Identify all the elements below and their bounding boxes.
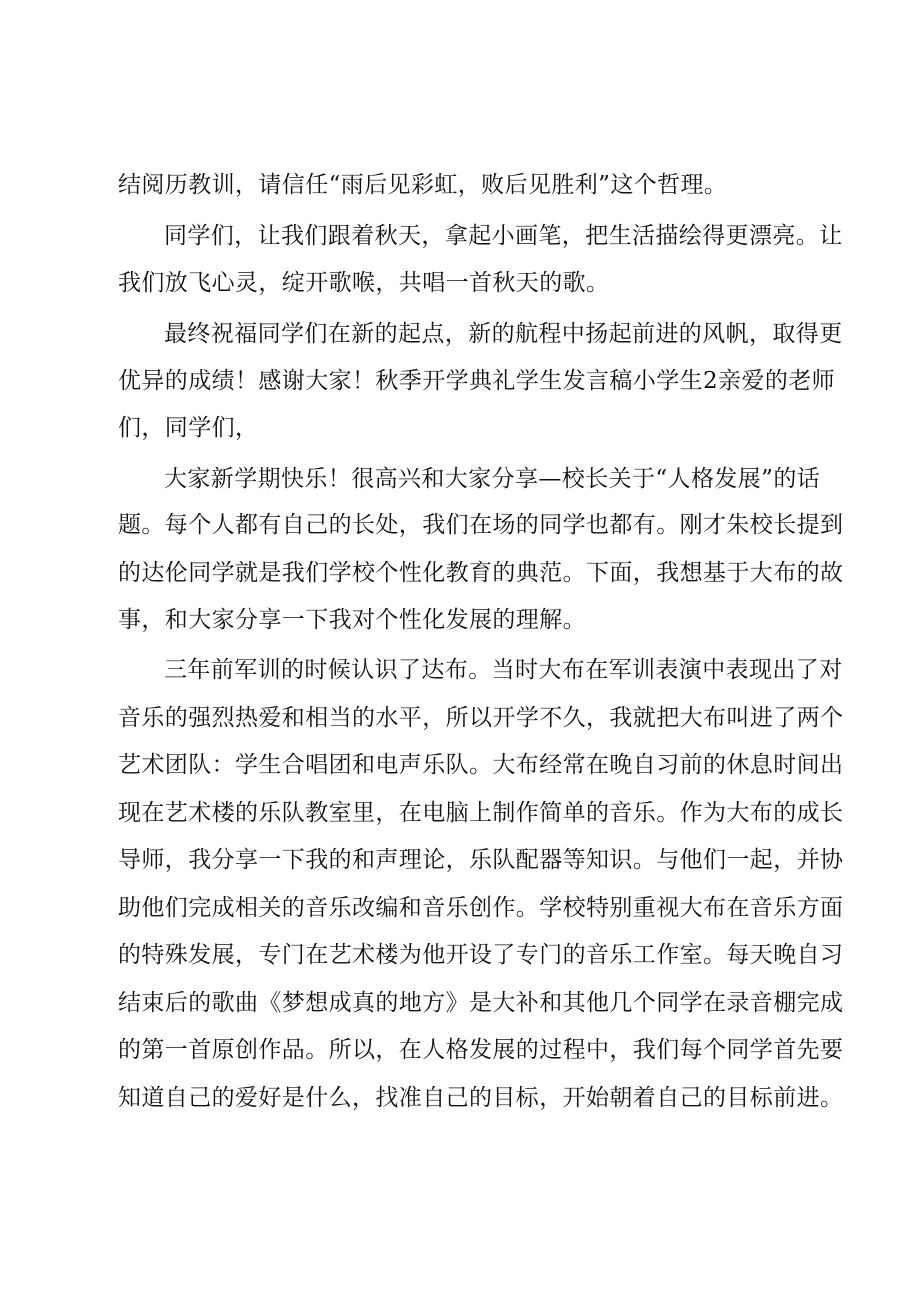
text-line: 的特殊发展，专门在艺术楼为他开设了专门的音乐工作室。每天晚自习 xyxy=(118,942,844,968)
text-line: 现在艺术楼的乐队教室里，在电脑上制作简单的音乐。作为大布的成长 xyxy=(118,800,844,826)
text-line: 导师，我分享一下我的和声理论，乐队配器等知识。与他们一起，并协 xyxy=(118,847,844,873)
text-line: 三年前军训的时候认识了达布。当时大布在军训表演中表现出了对 xyxy=(164,657,843,683)
text-line: 结阅历教训，请信任“雨后见彩虹，败后见胜利”这个哲理。 xyxy=(118,172,728,198)
text-line: 们，同学们， xyxy=(118,415,259,441)
text-line: 优异的成绩！感谢大家！秋季开学典礼学生发言稿小学生2亲爱的老师 xyxy=(118,368,836,394)
text-line: 结束后的歌曲《梦想成真的地方》是大补和其他几个同学在录音棚完成 xyxy=(118,990,844,1016)
text-line: 题。每个人都有自己的长处，我们在场的同学也都有。刚才朱校长提到 xyxy=(118,512,844,538)
text-line: 助他们完成相关的音乐改编和音乐创作。学校特别重视大布在音乐方面 xyxy=(118,895,844,921)
text-line: 知道自己的爱好是什么，找准自己的目标，开始朝着自己的目标前进。 xyxy=(118,1085,844,1111)
text-line: 的第一首原创作品。所以，在人格发展的过程中，我们每个同学首先要 xyxy=(118,1037,844,1063)
text-line: 我们放飞心灵，绽开歌喉，共唱一首秋天的歌。 xyxy=(118,270,610,296)
text-line: 艺术团队：学生合唱团和电声乐队。大布经常在晚自习前的休息时间出 xyxy=(118,752,844,778)
text-line: 最终祝福同学们在新的起点，新的航程中扬起前进的风帆，取得更 xyxy=(164,321,843,347)
text-line: 同学们，让我们跟着秋天，拿起小画笔，把生活描绘得更漂亮。让 xyxy=(164,223,843,249)
text-line: 音乐的强烈热爱和相当的水平，所以开学不久，我就把大布叫进了两个 xyxy=(118,705,844,731)
text-line: 大家新学期快乐！很高兴和大家分享—校长关于“人格发展”的话 xyxy=(164,466,821,492)
text-line: 事，和大家分享一下我对个性化发展的理解。 xyxy=(118,607,586,633)
text-line: 的达伦同学就是我们学校个性化教育的典范。下面，我想基于大布的故 xyxy=(118,560,844,586)
